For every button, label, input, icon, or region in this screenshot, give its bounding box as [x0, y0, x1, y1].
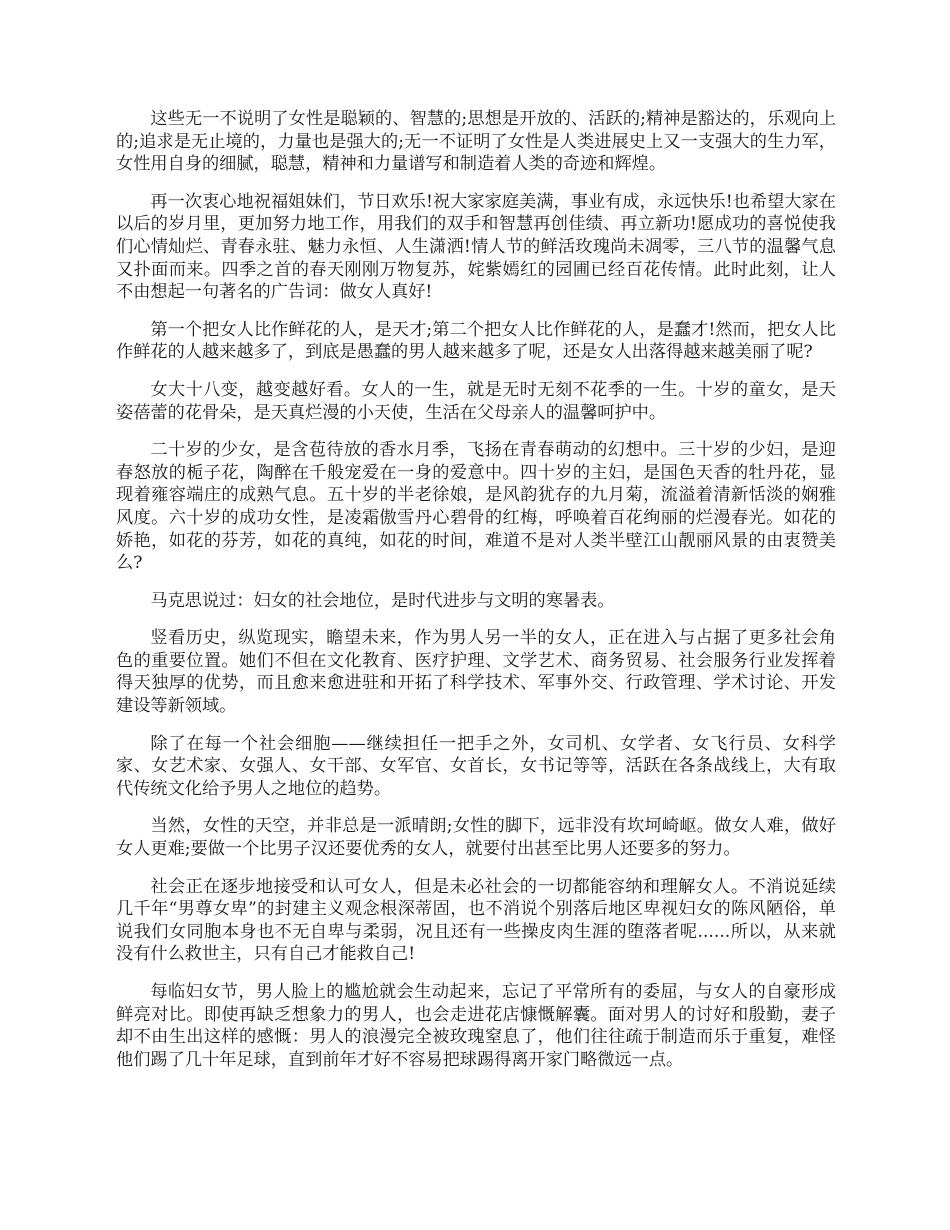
paragraph-3: 第一个把女人比作鲜花的人，是天才;第二个把女人比作鲜花的人，是蠢才!然而，把女人比作鲜花的人越来越多了，到底是愚蠢的男人越来越多了呢，还是女人出落得越来越美丽了呢? [116, 319, 836, 363]
paragraph-7: 竖看历史，纵览现实，瞻望未来，作为男人另一半的女人，正在进入与占据了更多社会角色的重要位置。她们不但在文化教育、医疗护理、文学艺术、商务贸易、社会服务行业发挥着得天独厚的优势，而且愈来愈进驻和开拓了科学技术、军事外交、行政管理、学术讨论、开发建设等新领域。 [116, 628, 836, 717]
paragraph-10: 社会正在逐步地接受和认可女人，但是未必社会的一切都能容纳和理解女人。不消说延续几千年“男尊女卑”的封建主义观念根深蒂固，也不消说个别落后地区卑视妇女的陈风陋俗，单说我们女同胞本身也不无自卑与柔弱，况且还有一些操皮肉生涯的堕落者呢......所以，从来就没有什么救世主，只有自己才能救自己! [116, 876, 836, 965]
paragraph-11: 每临妇女节，男人脸上的尴尬就会生动起来，忘记了平常所有的委屈，与女人的自豪形成鲜亮对比。即使再缺乏想象力的男人，也会走进花店慷慨解囊。面对男人的讨好和殷勤，妻子却不由生出这样的感慨：男人的浪漫完全被玫瑰窒息了，他们往往疏于制造而乐于重复，难怪他们踢了几十年足球，直到前年才好不容易把球踢得离开家门略微远一点。 [116, 982, 836, 1070]
paragraph-5: 二十岁的少女，是含苞待放的香水月季，飞扬在青春萌动的幻想中。三十岁的少妇，是迎春怒放的栀子花，陶醉在千般宠爱在一身的爱意中。四十岁的主妇，是国色天香的牡丹花，显现着雍容端庄的成熟气息。五十岁的半老徐娘，是风韵犹存的九月菊，流溢着清新恬淡的娴雅风度。六十岁的成功女性，是凌霜傲雪丹心碧骨的红梅，呼唤着百花绚丽的烂漫春光。如花的娇艳，如花的芬芳，如花的真纯，如花的时间，难道不是对人类半壁江山靓丽风景的由衷赞美么? [116, 440, 836, 574]
paragraph-9: 当然，女性的天空，并非总是一派晴朗;女性的脚下，远非没有坎坷崎岖。做女人难，做好女人更难;要做一个比男子汉还要优秀的女人，就要付出甚至比男人还要多的努力。 [116, 816, 836, 860]
paragraph-1: 这些无一不说明了女性是聪颖的、智慧的;思想是开放的、活跃的;精神是豁达的，乐观向上的;追求是无止境的，力量也是强大的;无一不证明了女性是人类进展史上又一支强大的生力军，女性用自身的细腻，聪慧，精神和力量谱写和制造着人类的奇迹和辉煌。 [116, 109, 836, 175]
paragraph-6: 马克思说过：妇女的社会地位，是时代进步与文明的寒暑表。 [150, 590, 615, 611]
paragraph-8: 除了在每一个社会细胞——继续担任一把手之外，女司机、女学者、女飞行员、女科学家、女艺术家、女强人、女干部、女军官、女首长，女书记等等，活跃在各条战线上，大有取代传统文化给予男人之地位的趋势。 [116, 733, 836, 799]
paragraph-4: 女大十八变，越变越好看。女人的一生，就是无时无刻不花季的一生。十岁的童女，是天姿蓓蕾的花骨朵，是天真烂漫的小天使，生活在父母亲人的温馨呵护中。 [116, 379, 836, 423]
document-body [116, 108, 836, 1086]
paragraph-2: 再一次衷心地祝福姐妹们，节日欢乐!祝大家家庭美满，事业有成，永远快乐!也希望大家在以后的岁月里，更加努力地工作，用我们的双手和智慧再创佳绩、再立新功!愿成功的喜悦使我们心情灿烂、青春永驻、魅力永恒、人生潇洒!情人节的鲜活玫瑰尚未凋零，三八节的温馨气息又扑面而来。四季之首的春天刚刚万物复苏，姹紫嫣红的园圃已经百花传情。此时此刻，让人不由想起一句著名的广告词：做女人真好! [116, 191, 836, 303]
